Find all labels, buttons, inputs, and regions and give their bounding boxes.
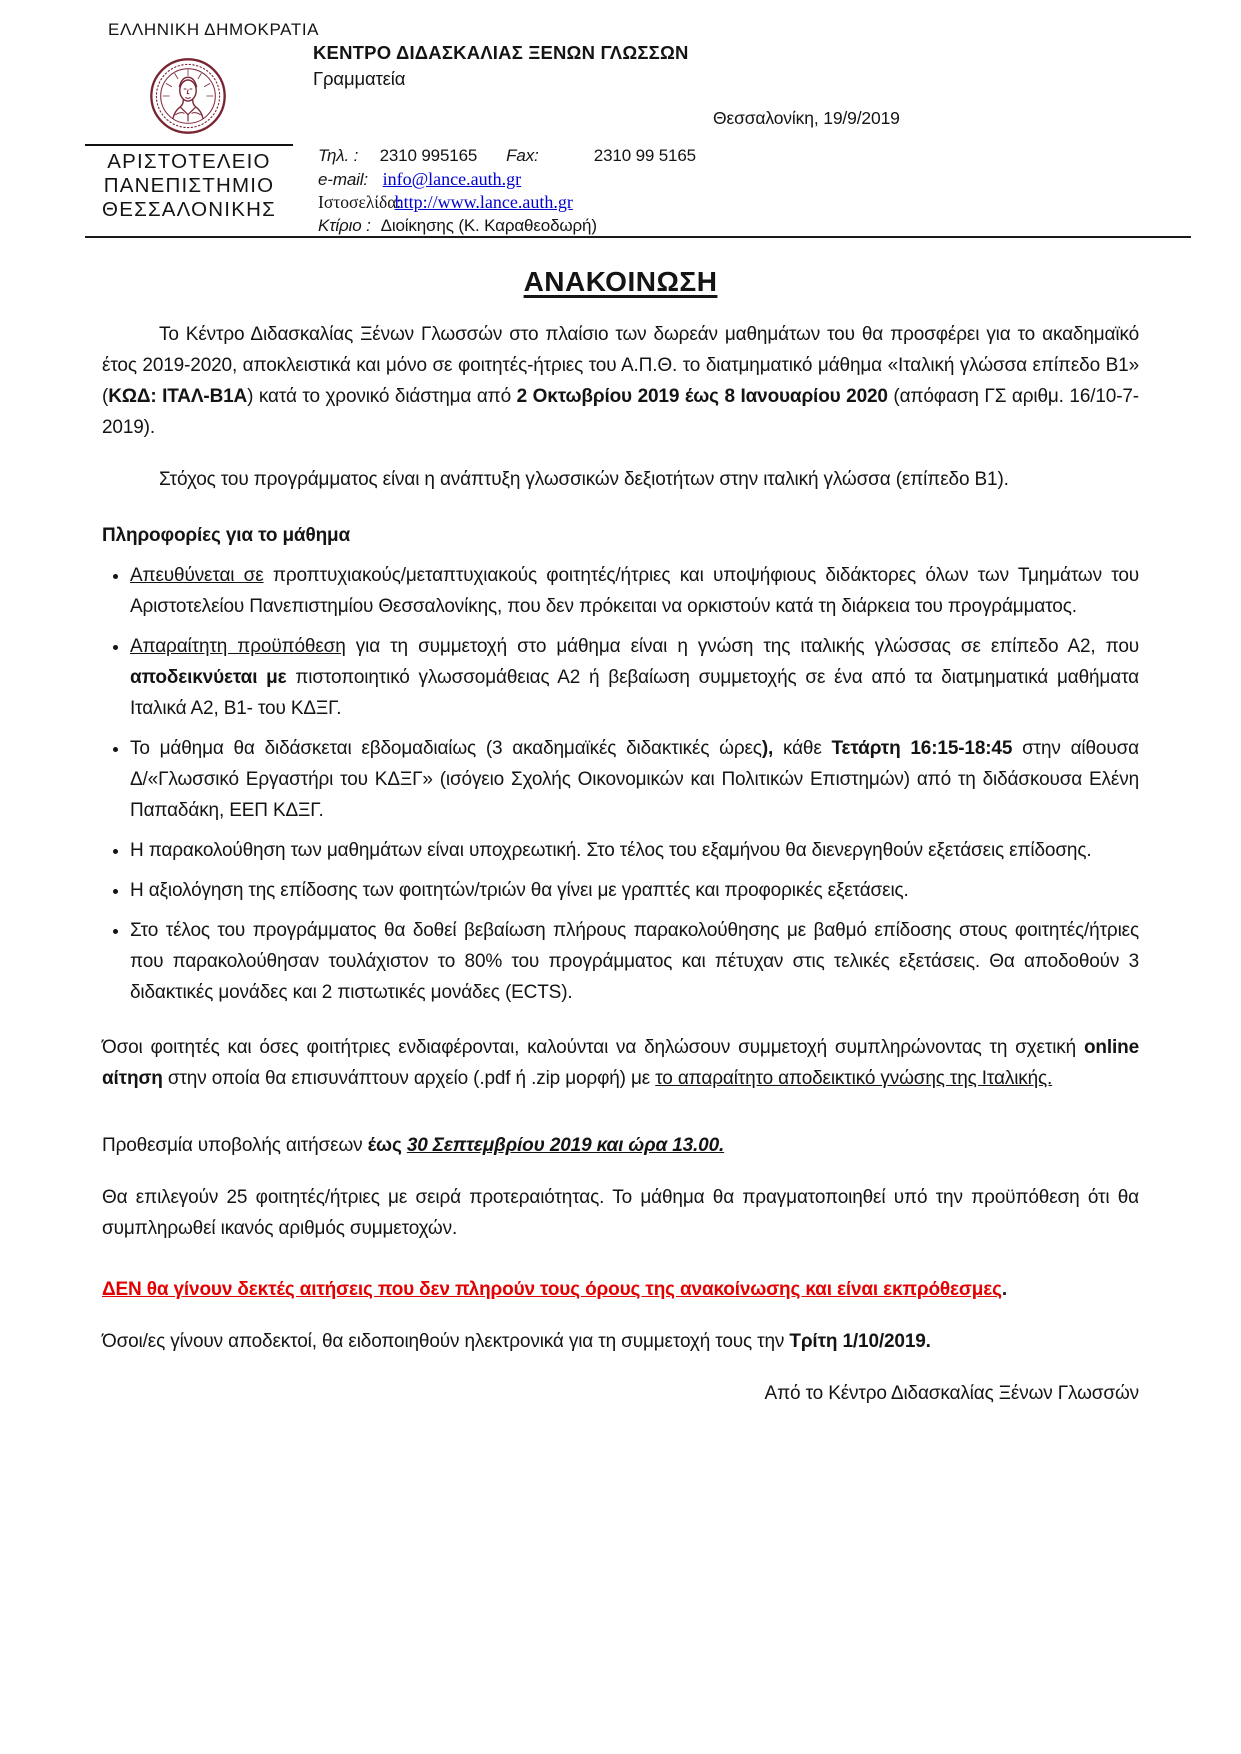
emphasized-text: online αίτηση	[102, 1037, 1139, 1089]
city-and-date: Θεσσαλονίκη, 19/9/2019	[713, 108, 900, 128]
emphasized-text: Απευθύνεται σε	[130, 565, 264, 586]
emphasized-text: έως	[367, 1135, 407, 1156]
text-run: Στο τέλος του προγράμματος θα δοθεί βεβαίωση πλήρους παρακολούθησης με βαθμό επίδοσης στους φοιτητές/ήτριες που παρακολούθησαν τουλάχιστον το 80% του προγράμματος και πέτυχαν στις τελικές εξετάσεις. Θα αποδοθούν 3 διδακτικές μονάδες και 2 πιστωτικές μονάδες (ECTS).	[130, 920, 1139, 1003]
letterhead	[0, 0, 1241, 238]
office-label: Γραμματεία	[313, 68, 406, 89]
website-row	[318, 191, 696, 215]
deadline-paragraph	[102, 1130, 1139, 1161]
bullet-item	[130, 875, 1139, 906]
text-run: ) κατά το χρονικό διάστημα από	[247, 386, 517, 407]
website-label: Ιστοσελίδα:	[318, 192, 402, 212]
university-name-line3: ΘΕΣΣΑΛΟΝΙΚΗΣ	[102, 198, 276, 221]
emphasized-text: το απαραίτητο αποδεικτικό γνώσης της Ιταλικής.	[655, 1068, 1053, 1089]
text-run: Προθεσμία υποβολής αιτήσεων	[102, 1135, 368, 1156]
text-run: στην οποία θα επισυνάπτουν αρχείο (.pdf ή .zip μορφή) με	[162, 1068, 656, 1089]
university-name-line1: ΑΡΙΣΤΟΤΕΛΕΙΟ	[107, 150, 271, 173]
text-run: πιστοποιητικό γλωσσομάθειας Α2 ή βεβαίωση συμμετοχής σε ένα από τα διατμηματικά μαθήματα Ιταλικά Α2, Β1- του ΚΔΞΓ.	[130, 667, 1139, 719]
building-label: Κτίριο :	[318, 215, 371, 235]
page-title	[102, 266, 1139, 298]
emphasized-text: Απαραίτητη προϋπόθεση	[130, 636, 346, 657]
email-link[interactable]: info@lance.auth.gr	[382, 168, 522, 189]
section-heading-course-info	[102, 520, 1139, 551]
text-run: (απόφαση ΓΣ αριθμ. 16/10-7-2019).	[102, 386, 1139, 438]
seal-divider-line	[85, 144, 293, 146]
document-body	[0, 238, 1241, 1430]
text-run: Το μάθημα θα διδάσκεται εβδομαδιαίως (3 ακαδημαϊκές διδακτικές ώρες	[130, 738, 762, 759]
paragraph-container	[102, 319, 1139, 1409]
application-paragraph	[102, 1032, 1139, 1094]
building-value: Διοίκησης (Κ. Καραθεοδωρή)	[380, 215, 597, 235]
selection-paragraph	[102, 1182, 1139, 1244]
text-run: Όσοι/ες γίνουν αποδεκτοί, θα ειδοποιηθούν ηλεκτρονικά για τη συμμετοχή τους την	[102, 1331, 790, 1352]
bullet-item	[130, 915, 1139, 1008]
course-info-list	[102, 560, 1139, 1008]
text-run: Από το Κέντρο Διδασκαλίας Ξένων Γλωσσών	[764, 1383, 1139, 1404]
emphasized-text: .	[1001, 1279, 1007, 1300]
text-run: Η παρακολούθηση των μαθημάτων είναι υποχρεωτική. Στο τέλος του εξαμήνου θα διενεργηθούν εξετάσεις επίδοσης.	[130, 840, 1092, 861]
emphasized-text: αποδεικνύεται με	[130, 667, 287, 688]
rejection-warning	[102, 1274, 1139, 1305]
text-run: Όσοι φοιτητές και όσες φοιτήτριες ενδιαφέρονται, καλούνται να δηλώσουν συμμετοχή συμπληρώνοντας τη σχετική	[102, 1037, 1084, 1058]
bullet-item	[130, 560, 1139, 622]
emphasized-text: Τρίτη 1/10/2019.	[789, 1331, 931, 1352]
emphasized-text: ΔΕΝ θα γίνουν δεκτές αιτήσεις που δεν πληρούν τους όρους της ανακοίνωσης και είναι εκπρόθεσμες	[102, 1279, 1002, 1300]
goal-paragraph	[102, 464, 1139, 495]
text-run: Το Κέντρο Διδασκαλίας Ξένων Γλωσσών στο πλαίσιο των δωρεάν μαθημάτων του θα προσφέρει για το ακαδημαϊκό έτος 2019-2020, αποκλειστικά και μόνο σε φοιτητές-ήτριες του Α.Π.Θ. το διατμηματικό μάθημα «Ιταλική γλώσσα επίπεδο Β1» (	[102, 324, 1139, 407]
phone-row	[318, 145, 696, 168]
emphasized-text: 2 Οκτωβρίου 2019 έως 8 Ιανουαρίου 2020	[516, 386, 888, 407]
acceptance-paragraph	[102, 1326, 1139, 1357]
page-title-text: ΑΝΑΚΟΙΝΩΣΗ	[523, 266, 718, 297]
text-run: προπτυχιακούς/μεταπτυχιακούς φοιτητές/ήτριες και υποψήφιους διδάκτορες όλων των Τμημάτων του Αριστοτελείου Πανεπιστημίου Θεσσαλονίκης, που δεν πρόκειται να ορκιστούν κατά τη διάρκεια του προγράμματος.	[130, 565, 1140, 617]
website-link[interactable]: http://www.lance.auth.gr	[394, 192, 573, 212]
email-label: e-mail:	[318, 169, 368, 189]
hellenic-republic-label: ΕΛΛΗΝΙΚΗ ΔΗΜΟΚΡΑΤΙΑ	[108, 20, 320, 39]
bullet-item	[130, 631, 1139, 724]
emphasized-text: Τετάρτη 16:15-18:45	[831, 738, 1013, 759]
fax-label: Fax:	[506, 146, 539, 165]
phone-label: Τηλ. :	[318, 146, 359, 165]
intro-paragraph	[102, 319, 1139, 443]
emphasized-text: 30 Σεπτεμβρίου 2019 και ώρα 13.00.	[406, 1135, 725, 1156]
text-run: Η αξιολόγηση της επίδοσης των φοιτητών/τριών θα γίνει με γραπτές και προφορικές εξετάσεις.	[130, 880, 909, 901]
emphasized-text: ),	[761, 738, 774, 759]
fax-value: 2310 99 5165	[593, 146, 696, 165]
phone-value: 2310 995165	[379, 146, 478, 165]
signature-line	[102, 1378, 1139, 1409]
university-seal-logo	[149, 54, 227, 138]
building-row	[318, 215, 696, 238]
text-run: κάθε	[773, 738, 832, 759]
department-name: ΚΕΝΤΡΟ ΔΙΔΑΣΚΑΛΙΑΣ ΞΕΝΩΝ ΓΛΩΣΣΩΝ	[313, 42, 689, 63]
text-run: Πληροφορίες για το μάθημα	[102, 525, 351, 546]
text-run: για τη συμμετοχή στο μάθημα είναι η γνώση της ιταλικής γλώσσας σε επίπεδο Α2, που	[345, 636, 1139, 657]
university-name	[64, 150, 314, 222]
text-run: Στόχος του προγράμματος είναι η ανάπτυξη γλωσσικών δεξιοτήτων στην ιταλική γλώσσα (επίπεδο Β1).	[159, 469, 1009, 490]
bullet-item	[130, 835, 1139, 866]
bullet-item	[130, 733, 1139, 826]
contact-block	[318, 145, 696, 237]
text-run: Θα επιλεγούν 25 φοιτητές/ήτριες με σειρά προτεραιότητας. Το μάθημα θα πραγματοποιηθεί υπό την προϋπόθεση ότι θα συμπληρωθεί ικανός αριθμός συμμετοχών.	[102, 1187, 1139, 1239]
text-run: στην αίθουσα Δ/«Γλωσσικό Εργαστήρι του ΚΔΞΓ» (ισόγειο Σχολής Οικονομικών και Πολιτικών Επιστημών) από τη διδάσκουσα Ελένη Παπαδάκη, ΕΕΠ ΚΔΞΓ.	[130, 738, 1139, 821]
emphasized-text: ΚΩΔ: ΙΤΑΛ-Β1Α	[108, 386, 248, 407]
email-row	[318, 168, 696, 192]
auth-seal-icon	[149, 54, 227, 138]
university-name-line2: ΠΑΝΕΠΙΣΤΗΜΙΟ	[103, 174, 275, 197]
